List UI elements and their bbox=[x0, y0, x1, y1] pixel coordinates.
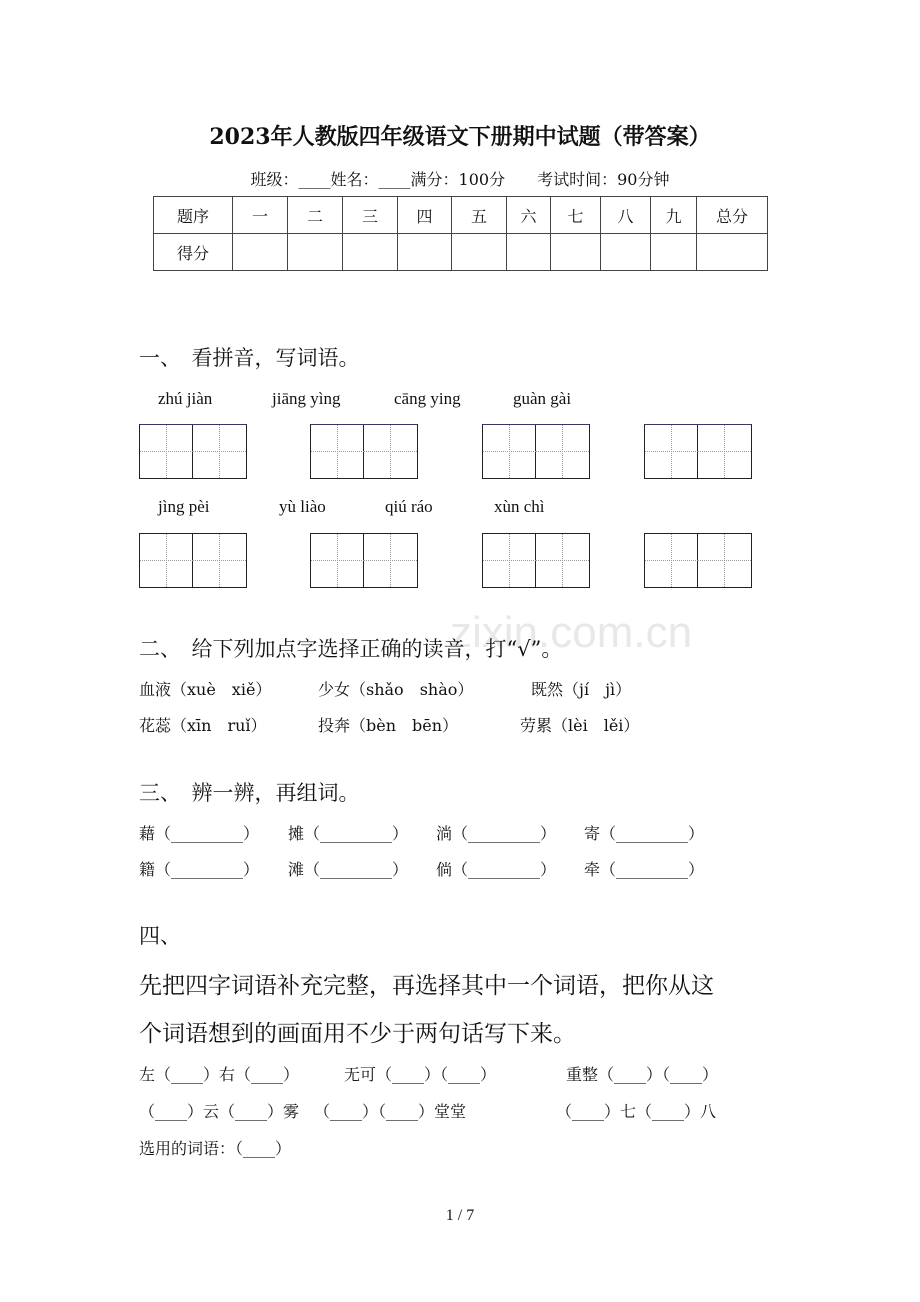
table-cell: 七 bbox=[551, 197, 601, 234]
table-cell: 题序 bbox=[154, 197, 233, 234]
page-number: 1 / 7 bbox=[445, 1207, 475, 1224]
score-cell[interactable] bbox=[507, 234, 551, 271]
fill-item[interactable]: （____）七（____）八 bbox=[556, 1102, 717, 1121]
fill-item[interactable]: 牵（_________） bbox=[584, 860, 705, 879]
writing-grid[interactable] bbox=[482, 424, 590, 479]
writing-grid[interactable] bbox=[482, 533, 590, 588]
section-heading: 一、 看拼音，写词语。 bbox=[139, 346, 360, 370]
choice-item[interactable]: 花蕊（xīn ruǐ） bbox=[139, 716, 267, 735]
writing-grid[interactable] bbox=[139, 424, 247, 479]
fill-item[interactable]: 籍（_________） bbox=[139, 860, 260, 879]
pinyin: jìng pèi bbox=[158, 497, 210, 516]
choice-item[interactable]: 投奔（bèn bēn） bbox=[318, 716, 459, 735]
choice-item[interactable]: 劳累（lèi lěi） bbox=[520, 716, 640, 735]
pinyin: zhú jiàn bbox=[158, 389, 213, 408]
table-cell: 一 bbox=[233, 197, 288, 234]
writing-grid[interactable] bbox=[644, 533, 752, 588]
pinyin: yù liào bbox=[279, 497, 326, 516]
pinyin: cāng ying bbox=[394, 389, 461, 408]
fill-item[interactable]: （____）云（____）雾 bbox=[139, 1102, 300, 1121]
score-cell[interactable] bbox=[343, 234, 398, 271]
instruction: 个词语想到的画面用不少于两句话写下来。 bbox=[139, 1021, 576, 1047]
fill-item[interactable]: 倘（_________） bbox=[436, 860, 557, 879]
page-title: 2023年人教版四年级语文下册期中试题（带答案） bbox=[209, 124, 711, 150]
table-cell: 九 bbox=[651, 197, 697, 234]
fill-item[interactable]: 寄（_________） bbox=[584, 824, 705, 843]
writing-grid[interactable] bbox=[644, 424, 752, 479]
table-cell: 八 bbox=[601, 197, 651, 234]
pinyin: qiú ráo bbox=[385, 497, 433, 516]
fill-item[interactable]: 淌（_________） bbox=[436, 824, 557, 843]
table-row bbox=[154, 197, 768, 234]
choice-item[interactable]: 血液（xuè xiě） bbox=[139, 680, 272, 699]
section-heading: 三、 辨一辨，再组词。 bbox=[139, 781, 360, 805]
choice-item[interactable]: 少女（shǎo shào） bbox=[318, 680, 474, 699]
fill-item[interactable]: 重整（____）（____） bbox=[566, 1065, 719, 1084]
fill-item[interactable]: 无可（____）（____） bbox=[344, 1065, 497, 1084]
table-cell: 四 bbox=[398, 197, 452, 234]
score-cell[interactable] bbox=[697, 234, 768, 271]
choice-item[interactable]: 既然（jí jì） bbox=[531, 680, 632, 699]
fill-item[interactable]: 摊（_________） bbox=[288, 824, 409, 843]
score-cell[interactable] bbox=[398, 234, 452, 271]
watermark: zixin.com.cn bbox=[450, 608, 693, 657]
instruction: 先把四字词语补充完整，再选择其中一个词语，把你从这 bbox=[139, 973, 714, 999]
fill-item[interactable]: 左（____）右（____） bbox=[139, 1065, 300, 1084]
score-cell[interactable] bbox=[233, 234, 288, 271]
fill-item[interactable]: （____）（____）堂堂 bbox=[314, 1102, 467, 1121]
score-cell[interactable] bbox=[452, 234, 507, 271]
section-heading: 二、 给下列加点字选择正确的读音，打“√”。 bbox=[139, 637, 563, 661]
pinyin: jiāng yìng bbox=[272, 389, 341, 408]
section-heading: 四、 bbox=[139, 924, 181, 948]
table-cell: 五 bbox=[452, 197, 507, 234]
score-table bbox=[153, 196, 768, 271]
exam-info: 班级：____姓名：____满分：100分 考试时间：90分钟 bbox=[250, 170, 670, 189]
pinyin: guàn gài bbox=[513, 389, 572, 408]
score-cell[interactable] bbox=[651, 234, 697, 271]
table-cell: 得分 bbox=[154, 234, 233, 271]
table-cell: 总分 bbox=[697, 197, 768, 234]
fill-item[interactable]: 藉（_________） bbox=[139, 824, 260, 843]
table-cell: 六 bbox=[507, 197, 551, 234]
score-cell[interactable] bbox=[288, 234, 343, 271]
score-cell[interactable] bbox=[551, 234, 601, 271]
table-cell: 二 bbox=[288, 197, 343, 234]
table-cell: 三 bbox=[343, 197, 398, 234]
writing-grid[interactable] bbox=[310, 533, 418, 588]
fill-item[interactable]: 选用的词语：（____） bbox=[139, 1139, 292, 1158]
writing-grid[interactable] bbox=[139, 533, 247, 588]
writing-grid[interactable] bbox=[310, 424, 418, 479]
fill-item[interactable]: 滩（_________） bbox=[288, 860, 409, 879]
pinyin: xùn chì bbox=[494, 497, 545, 516]
score-cell[interactable] bbox=[601, 234, 651, 271]
table-row bbox=[154, 234, 768, 271]
